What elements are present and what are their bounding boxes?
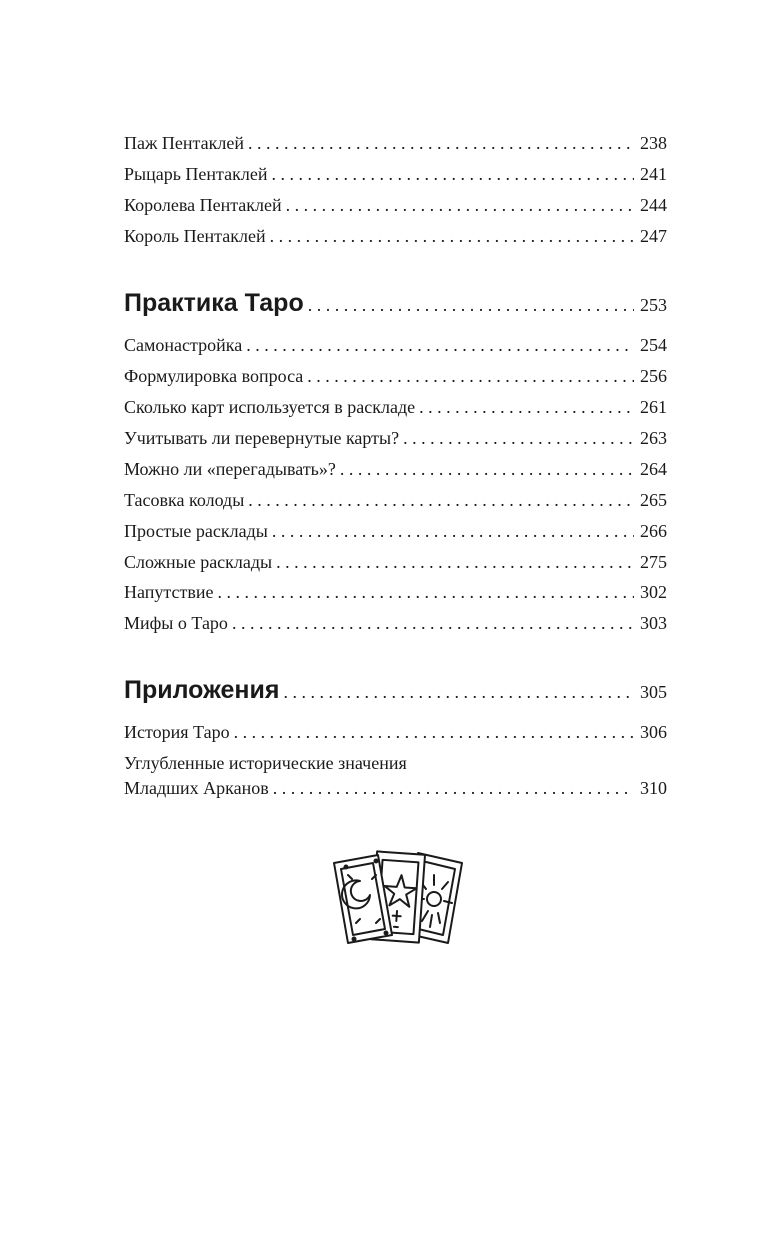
toc-entry[interactable] — [124, 581, 667, 603]
toc-entry-page: 264 — [640, 459, 667, 479]
toc-entry-page: 263 — [640, 428, 667, 448]
dot-leader — [276, 551, 634, 573]
toc-entry-title: Мифы о Таро — [124, 613, 228, 633]
toc-entry[interactable] — [124, 365, 667, 387]
toc-entry[interactable] — [124, 194, 667, 216]
toc-entry[interactable] — [124, 551, 667, 573]
toc-entry[interactable] — [124, 225, 667, 247]
dot-leader — [217, 581, 634, 603]
toc-entry[interactable] — [124, 396, 667, 418]
toc-entry-title: Король Пентаклей — [124, 226, 266, 246]
toc-entry-title: Простые расклады — [124, 521, 268, 541]
toc-entry-page: 254 — [640, 335, 667, 355]
toc-entry-title: История Таро — [124, 722, 230, 742]
toc-entry-title: Тасовка колоды — [124, 490, 245, 510]
toc-entry[interactable] — [124, 132, 667, 154]
dot-leader — [248, 132, 634, 154]
toc-entry-page: 310 — [640, 778, 667, 798]
dot-leader — [419, 396, 634, 418]
toc-entry-title: Самонастройка — [124, 335, 243, 355]
section-page: 253 — [640, 295, 667, 315]
toc-entry-title: Сложные расклады — [124, 552, 273, 572]
toc-entry-title: Можно ли «перегадывать»? — [124, 459, 336, 479]
dot-leader — [286, 194, 634, 216]
tarot-cards-icon — [330, 845, 466, 949]
toc-entry-page: 302 — [640, 582, 667, 602]
dot-leader — [270, 225, 634, 247]
toc-entry-title-line2: Младших Арканов — [124, 778, 269, 798]
section-title: Приложения — [124, 676, 280, 704]
toc-entry-title: Учитывать ли перевернутые карты? — [124, 428, 400, 448]
toc-entry-title: Формулировка вопроса — [124, 366, 304, 386]
dot-leader — [246, 334, 634, 356]
dot-leader — [340, 458, 634, 480]
section-title: Практика Таро — [124, 289, 304, 317]
dot-leader — [248, 489, 634, 511]
toc-entry-title-line1[interactable]: Углубленные исторические значения — [124, 753, 407, 773]
dot-leader — [273, 777, 634, 799]
dot-leader — [272, 520, 634, 542]
toc-entry-title: Паж Пентаклей — [124, 133, 244, 153]
dot-leader — [234, 721, 634, 743]
toc-entry-page: 241 — [640, 164, 667, 184]
toc-entry[interactable] — [124, 520, 667, 542]
section-page: 305 — [640, 682, 667, 702]
toc-entry-title: Королева Пентаклей — [124, 195, 282, 215]
dot-leader — [283, 677, 634, 707]
toc-entry-page: 306 — [640, 722, 667, 742]
toc-entry[interactable] — [124, 427, 667, 449]
dot-leader — [271, 163, 634, 185]
toc-entry[interactable] — [124, 721, 667, 743]
toc-entry[interactable] — [124, 334, 667, 356]
toc-entry-page: 261 — [640, 397, 667, 417]
toc-entry[interactable] — [124, 777, 667, 799]
dot-leader — [308, 290, 634, 320]
dot-leader — [232, 612, 634, 634]
toc-entry[interactable] — [124, 163, 667, 185]
toc-entry[interactable] — [124, 612, 667, 634]
toc-entry-page: 265 — [640, 490, 667, 510]
toc-entry-page: 275 — [640, 552, 667, 572]
toc-entry[interactable] — [124, 458, 667, 480]
toc-entry-page: 247 — [640, 226, 667, 246]
toc-entry-page: 303 — [640, 613, 667, 633]
toc-entry-title: Рыцарь Пентаклей — [124, 164, 268, 184]
toc-entry-page: 256 — [640, 366, 667, 386]
toc-entry[interactable] — [124, 489, 667, 511]
toc-entry-page: 244 — [640, 195, 667, 215]
toc-entry-page: 238 — [640, 133, 667, 153]
dot-leader — [403, 427, 634, 449]
toc-entry-title: Напутствие — [124, 582, 214, 602]
dot-leader — [307, 365, 634, 387]
toc-section-heading[interactable] — [124, 288, 667, 320]
toc-entry-page: 266 — [640, 521, 667, 541]
toc-section-heading[interactable] — [124, 675, 667, 707]
toc-entry-title: Сколько карт используется в раскладе — [124, 397, 416, 417]
